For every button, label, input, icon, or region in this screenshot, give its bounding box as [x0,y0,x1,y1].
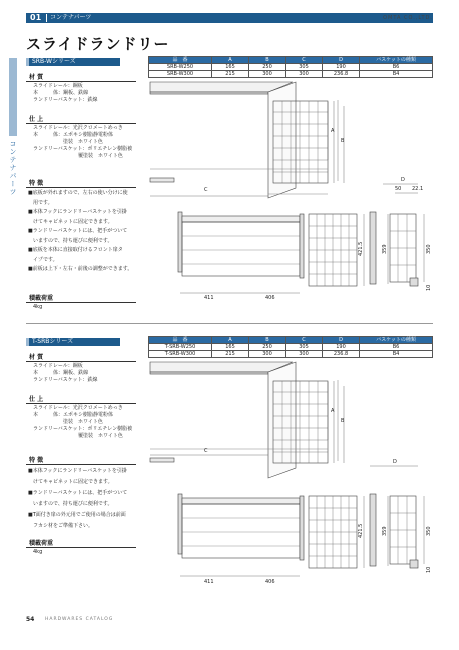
finish-line: 覆塗装 ホワイト色 [33,433,123,439]
page-title: スライドランドリー [26,35,170,53]
table-cell: SRB-W300 [149,71,212,78]
feature-line: いますので、持ち運びに便利です。 [28,237,113,244]
material-line: スライドレール：鋼板 [33,83,83,89]
section-number: 01 [30,13,42,22]
finish-line: 本 体：エポキシ樹脂静電粉体 [33,132,113,138]
dim-label-h3: 350 [426,244,432,254]
feature-line: ■底板を本体に直接取付けるフロント扉タ [28,247,123,253]
finish-line: 塗装 ホワイト色 [33,139,103,145]
dim-label-h1: 421.5 [358,241,364,256]
load-title: 積載荷重 [29,295,54,302]
finish-line: 覆塗装 ホワイト色 [33,153,123,159]
table-cell: 165 [212,64,249,71]
dim-label-h4: 10 [426,566,432,573]
table-cell: 250 [249,64,286,71]
feature-line: ■ランドリーバスケットには、把手がついて [28,490,128,496]
finish-list [33,125,132,160]
table-cell: 300 [286,71,323,78]
material-line: 本 体：鋼板、鉄線 [33,90,89,96]
feature-list [28,466,127,532]
finish-title: 仕 上 [29,116,44,123]
finish-list [33,405,132,440]
feature-title: 特 徴 [29,457,44,464]
dim-label-d1: 50 [395,186,402,192]
material-list [33,363,98,384]
table-cell: 300 [249,351,286,358]
feature-line: ■本体フックにランドリーバスケットを引掛 [28,468,127,474]
divider [26,464,136,465]
table-cell: 300 [249,71,286,78]
spec-table-header [149,337,433,344]
feature-line: ■前板は上下・左右・前後の調整ができます。 [28,266,133,272]
dim-label-h2: 359 [382,244,388,254]
dim-label-h2: 359 [382,526,388,536]
spec-table-header [149,57,433,64]
spec-table-top [148,56,433,78]
divider [26,302,136,303]
material-list [33,83,98,104]
table-cell: B4 [360,71,433,78]
table-cell: 300 [286,351,323,358]
col-header: 品 番 [149,337,212,344]
finish-line: スライドレール：光沢クロメートめっき [33,405,123,411]
table-cell: 165 [212,344,249,351]
col-header: バスケットの種類 [360,57,433,64]
dim-label-w2: 406 [265,295,275,301]
material-line: 本 体：鋼板、鉄線 [33,370,89,376]
dim-label-a: A [331,408,335,414]
catalog-name: HARDWARES CATALOG [45,617,114,622]
table-cell: B6 [360,344,433,351]
feature-line: ■底板が外れますので、左右の使い分けに使 [28,190,128,196]
table-cell: 250 [249,344,286,351]
dim-label-w1: 411 [204,579,214,585]
dim-label-c: C [204,448,208,454]
table-cell: B6 [360,64,433,71]
finish-line: スライドレール：光沢クロメートめっき [33,125,123,131]
table-row [149,344,433,351]
col-header: D [323,57,360,64]
feature-line: イプです。 [28,256,58,263]
table-cell: B4 [360,351,433,358]
table-cell: T-SRB-W250 [149,344,212,351]
table-cell: 236.8 [323,351,360,358]
side-tab-label: コンテナパーツ [9,140,17,196]
material-line: スライドレール：鋼板 [33,363,83,369]
dim-label-d: D [393,459,397,465]
dim-label-a: A [331,128,335,134]
divider [26,547,136,548]
feature-line: けてキャビネットに固定できます。 [28,218,113,225]
finish-line: ランドリーバスケット：ポリエチレン樹脂被 [33,426,133,432]
material-line: ランドリーバスケット：鉄線 [33,377,98,383]
table-cell: 215 [212,71,249,78]
col-header: バスケットの種類 [360,337,433,344]
load-title: 積載荷重 [29,540,54,547]
table-cell: 305 [286,344,323,351]
feature-list [28,189,132,275]
feature-title: 特 徴 [29,180,44,187]
finish-title: 仕 上 [29,396,44,403]
col-header: C [286,337,323,344]
col-header: B [249,57,286,64]
dim-label-c: C [204,187,208,193]
table-cell: T-SRB-W300 [149,351,212,358]
finish-line: ランドリーバスケット：ポリエチレン樹脂被 [33,146,133,152]
divider [26,403,136,404]
dim-label-h1: 421.5 [358,523,364,538]
col-header: A [212,337,249,344]
section-header-bar [26,13,433,23]
product-diagram-bottom [148,356,433,588]
header-divider [46,14,47,22]
divider [26,81,136,82]
brand-name: OMTA CO.,LTD. [383,15,433,21]
table-cell: 215 [212,351,249,358]
feature-line: ■T面付き扉の外元用でご使用の場合は前面 [28,512,126,518]
col-header: B [249,337,286,344]
finish-line: 塗装 ホワイト色 [33,419,103,425]
section-category: コンテナパーツ [50,14,92,21]
feature-line: フカシ材をご準備下さい。 [28,523,93,529]
divider [26,187,136,188]
series-title-top: SRB-Wシリーズ [26,58,120,66]
table-row [149,64,433,71]
col-header: D [323,337,360,344]
table-cell: SRB-W250 [149,64,212,71]
dim-label-b: B [341,418,345,424]
feature-line: ■本体フックにランドリーバスケットを引掛 [28,209,127,215]
col-header: A [212,57,249,64]
dim-label-h3: 350 [426,526,432,536]
feature-line: けてキャビネットに固定できます。 [28,479,113,485]
col-header: C [286,57,323,64]
spec-table-bottom [148,336,433,358]
finish-line: 本 体：エポキシ樹脂静電粉体 [33,412,113,418]
table-cell: 236.8 [323,71,360,78]
dim-label-b: B [341,138,345,144]
table-cell: 190 [323,64,360,71]
dim-label-d: D [401,177,405,183]
dim-label-d2: 22.1 [412,186,424,192]
material-line: ランドリーバスケット：鉄線 [33,97,98,103]
feature-line: 用です。 [28,199,53,206]
divider [26,123,136,124]
material-title: 材 質 [29,74,44,81]
side-tab-block [9,58,17,136]
divider [26,361,136,362]
series-title-bottom: T-SRBシリーズ [26,338,120,346]
feature-line: ■ランドリーバスケットには、把手がついて [28,228,128,234]
dim-label-w1: 411 [204,295,214,301]
table-cell: 305 [286,64,323,71]
product-diagram-top [148,76,433,302]
load-value: 4kg [33,304,43,310]
page-number: 54 [26,616,35,623]
material-title: 材 質 [29,354,44,361]
dim-label-h4: 10 [426,284,432,291]
table-cell: 190 [323,344,360,351]
load-value: 4kg [33,549,43,555]
feature-line: いますので、持ち運びに便利です。 [28,501,113,507]
section-divider [26,323,433,324]
dim-label-w2: 406 [265,579,275,585]
col-header: 品 番 [149,57,212,64]
